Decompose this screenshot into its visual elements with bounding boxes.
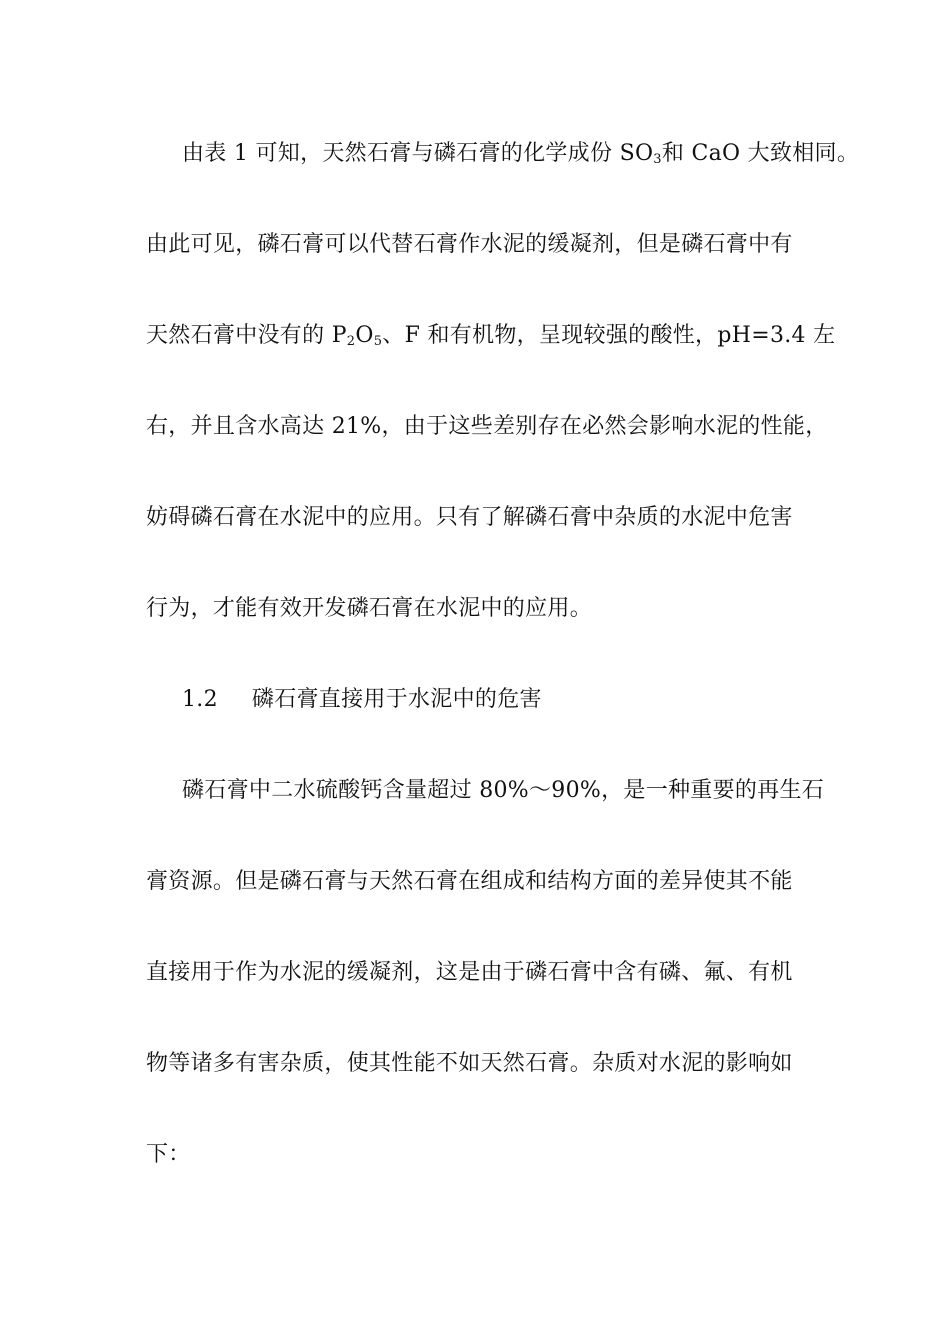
paragraph-1-line-3 (146, 321, 835, 351)
paragraph-2-line-1: 磷石膏中二水硫酸钙含量超过 80%～90%，是一种重要的再生石 (182, 778, 825, 803)
paragraph-2-line-3: 直接用于作为水泥的缓凝剂，这是由于磷石膏中含有磷、氟、有机 (146, 960, 793, 985)
paragraph-2-line-4: 物等诸多有害杂质，使其性能不如天然石膏。杂质对水泥的影响如 (146, 1051, 793, 1076)
subscript: 5 (373, 334, 383, 349)
paragraph-1-line-2: 由此可见，磷石膏可以代替石膏作水泥的缓凝剂，但是磷石膏中有 (146, 232, 793, 257)
text-segment: 天然石膏中没有的 P (146, 323, 347, 348)
subscript: 2 (346, 334, 356, 349)
section-number: 1.2 (182, 687, 218, 712)
text-segment: 由表 1 可知，天然石膏与磷石膏的化学成份 SO (182, 141, 654, 166)
subscript: 3 (653, 152, 662, 167)
paragraph-1-line-4: 右，并且含水高达 21%，由于这些差别存在必然会影响水泥的性能， (146, 414, 828, 439)
section-heading (182, 685, 542, 715)
text-segment: O (355, 323, 374, 348)
text-segment: 和 CaO 大致相同。 (661, 141, 860, 166)
paragraph-1-line-1 (182, 139, 859, 169)
paragraph-1-line-6: 行为，才能有效开发磷石膏在水泥中的应用。 (146, 596, 593, 621)
section-title: 磷石膏直接用于水泥中的危害 (251, 687, 542, 712)
text-segment: 、F 和有机物，呈现较强的酸性，pH=3.4 左 (382, 323, 836, 348)
paragraph-2-line-5: 下： (146, 1142, 191, 1167)
paragraph-2-line-2: 膏资源。但是磷石膏与天然石膏在组成和结构方面的差异使其不能 (146, 869, 793, 894)
paragraph-1-line-5: 妨碍磷石膏在水泥中的应用。只有了解磷石膏中杂质的水泥中危害 (146, 505, 793, 530)
